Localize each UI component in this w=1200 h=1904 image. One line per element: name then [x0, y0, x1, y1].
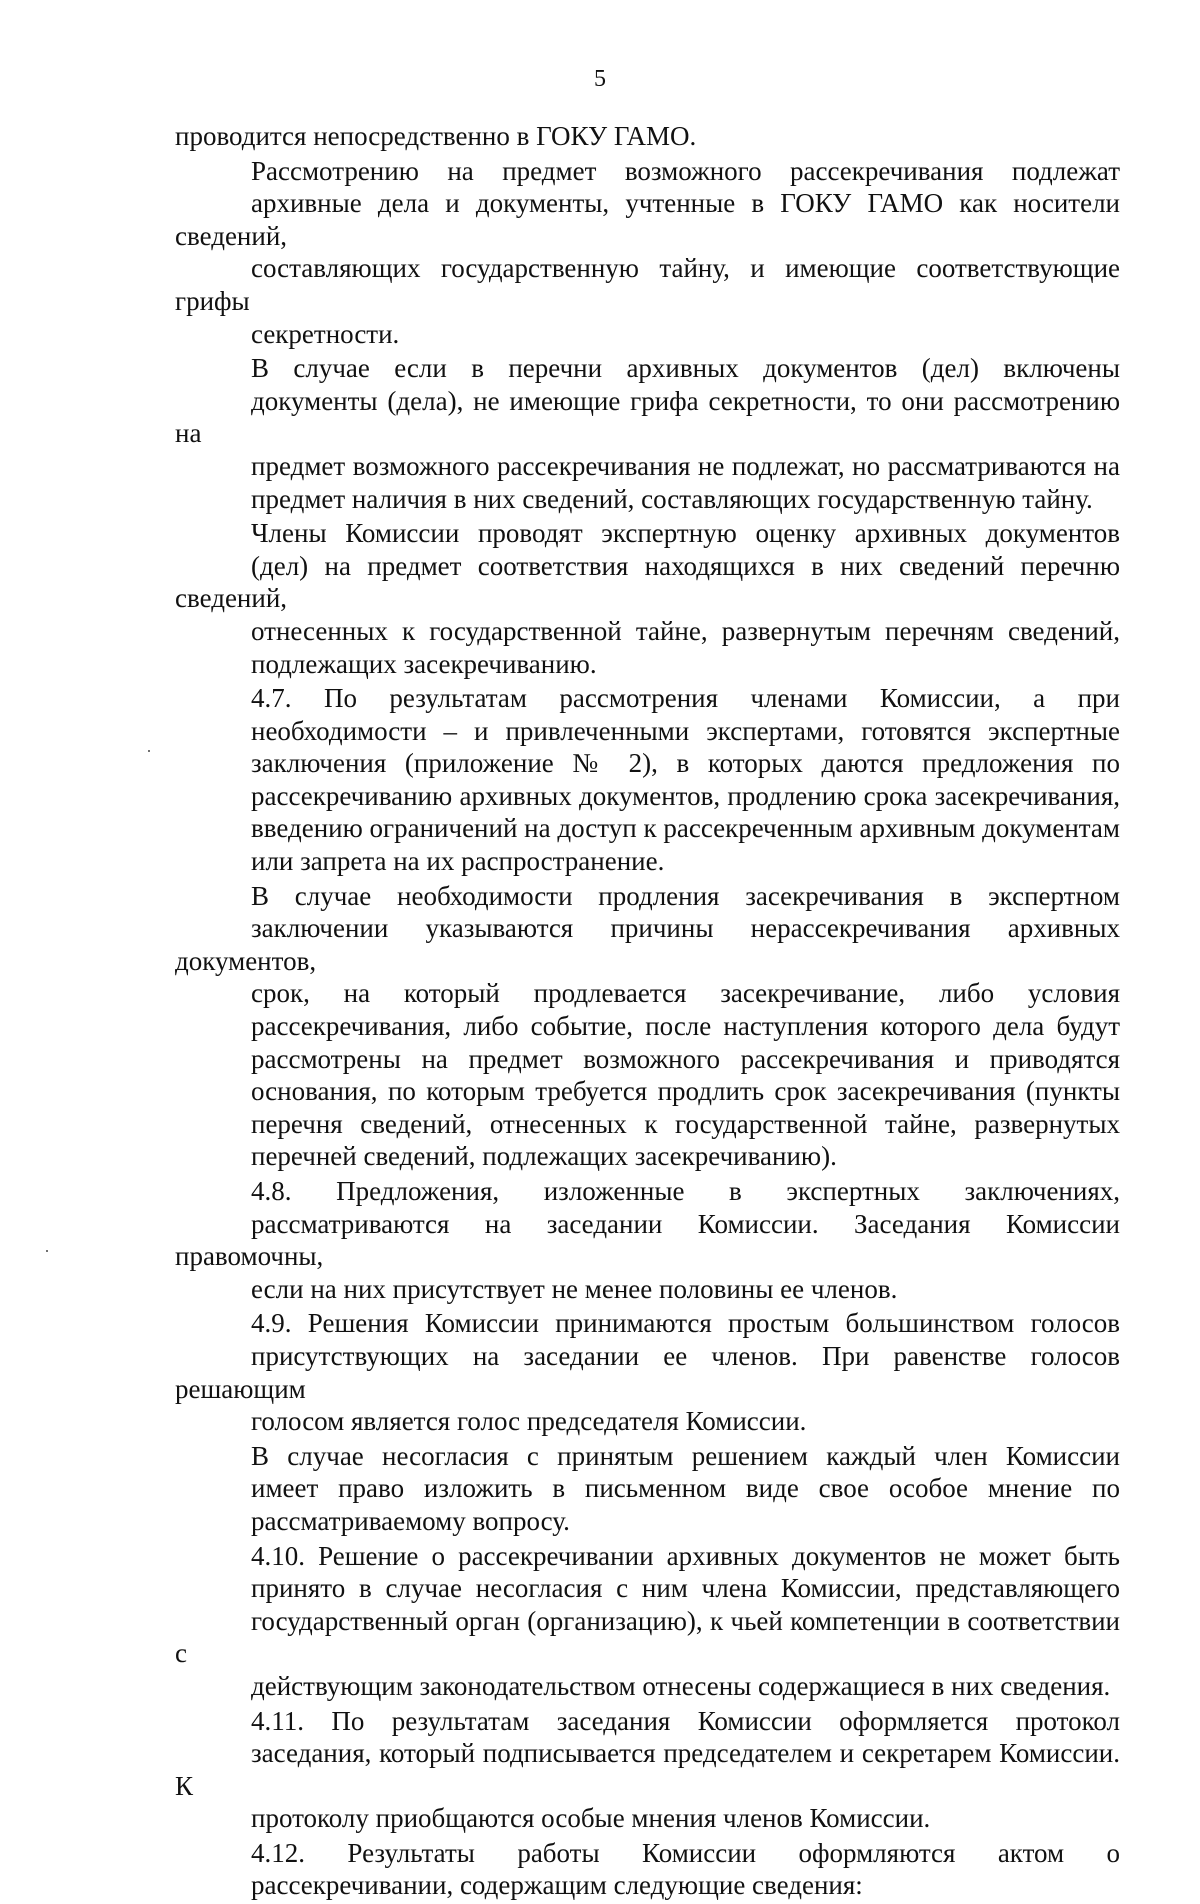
- text-line: Члены Комиссии проводят экспертную оценку архивных документов: [251, 518, 1120, 549]
- text-line: голосом является голос председателя Комиссии.: [251, 1406, 807, 1437]
- page-number: 5: [594, 66, 606, 92]
- paragraph: [175, 120, 1120, 153]
- text-line: принято в случае несогласия с ним члена Комиссии, представляющего: [251, 1573, 1120, 1604]
- text-line: документы (дела), не имеющие грифа секретности, то они рассмотрению на: [175, 385, 1120, 449]
- text-line: необходимости – и привлеченными экспертами, готовятся экспертные: [251, 715, 1120, 746]
- text-line: архивные дела и документы, учтенные в ГОКУ ГАМО как носители сведений,: [175, 188, 1120, 251]
- paragraph: [175, 517, 1120, 680]
- text-line: имеет право изложить в письменном виде свое особое мнение по: [251, 1473, 1120, 1504]
- paragraph: [175, 155, 1120, 351]
- paragraph: [175, 1837, 1120, 1902]
- text-line: если на них присутствует не менее половины ее членов.: [251, 1273, 898, 1304]
- text-line: присутствующих на заседании ее членов. При равенстве голосов решающим: [175, 1340, 1120, 1404]
- text-line: (дел) на предмет соответствия находящихся в них сведений перечню сведений,: [175, 550, 1120, 614]
- text-line: перечня сведений, отнесенных к государственной тайне, развернутых: [251, 1108, 1120, 1139]
- paragraph: [175, 1175, 1120, 1305]
- text-line: предмет возможного рассекречивания не подлежат, но рассматриваются на: [251, 450, 1120, 481]
- text-line: действующим законодательством отнесены содержащиеся в них сведения.: [251, 1670, 1111, 1701]
- paragraph: [175, 1307, 1120, 1437]
- text-line: рассекречиванию архивных документов, продлению срока засекречивания,: [251, 780, 1120, 811]
- text-line: 4.7. По результатам рассмотрения членами Комиссии, а при: [251, 683, 1120, 714]
- paragraph: [175, 1540, 1120, 1703]
- text-line: В случае несогласия с принятым решением каждый член Комиссии: [251, 1440, 1120, 1471]
- scan-speck: [46, 1250, 48, 1252]
- text-line: перечней сведений, подлежащих засекречиванию).: [251, 1141, 837, 1172]
- document-body: [175, 120, 1120, 1904]
- text-line: 4.10. Решение о рассекречивании архивных документов не может быть: [251, 1540, 1120, 1571]
- text-line: В случае если в перечни архивных документов (дел) включены: [251, 353, 1120, 384]
- text-line: составляющих государственную тайну, и имеющие соответствующие грифы: [175, 253, 1120, 316]
- text-line: государственный орган (организацию), к чьей компетенции в соответствии с: [175, 1605, 1120, 1669]
- text-line: основания, по которым требуется продлить срок засекречивания (пункты: [251, 1076, 1120, 1107]
- paragraph: [175, 1440, 1120, 1538]
- paragraph: [175, 352, 1120, 515]
- text-line: 4.8. Предложения, изложенные в экспертных заключениях,: [251, 1176, 1120, 1206]
- text-line: В случае необходимости продления засекречивания в экспертном: [251, 880, 1120, 911]
- text-line: проводится непосредственно в ГОКУ ГАМО.: [175, 121, 697, 151]
- text-line: 4.9. Решения Комиссии принимаются простым большинством голосов: [251, 1308, 1120, 1339]
- text-line: Рассмотрению на предмет возможного рассекречивания подлежат: [251, 155, 1120, 186]
- text-line: заключения (приложение № 2), в которых даются предложения по: [251, 748, 1120, 779]
- text-line: предмет наличия в них сведений, составляющих государственную тайну.: [251, 483, 1093, 514]
- text-line: протоколу приобщаются особые мнения членов Комиссии.: [251, 1803, 931, 1834]
- text-line: секретности.: [251, 318, 400, 349]
- text-line: заключении указываются причины нерассекречивания архивных документов,: [175, 913, 1120, 976]
- text-line: или запрета на их распространение.: [251, 846, 665, 877]
- text-line: рассматриваемому вопросу.: [251, 1505, 570, 1536]
- text-line: срок, на который продлевается засекречивание, либо условия: [251, 978, 1120, 1009]
- text-line: подлежащих засекречиванию.: [251, 648, 597, 679]
- text-line: заседания, который подписывается председателем и секретарем Комиссии. К: [175, 1738, 1120, 1801]
- text-line: рассекречивания, либо событие, после наступления которого дела будут: [251, 1011, 1120, 1042]
- text-line: рассматриваются на заседании Комиссии. Заседания Комиссии правомочны,: [175, 1208, 1120, 1272]
- scan-speck: [148, 750, 150, 752]
- paragraph: [175, 682, 1120, 878]
- paragraph: [175, 1705, 1120, 1835]
- paragraph: [175, 880, 1120, 1173]
- text-line: введению ограничений на доступ к рассекреченным архивным документам: [251, 813, 1120, 844]
- text-line: 4.11. По результатам заседания Комиссии оформляется протокол: [251, 1705, 1120, 1736]
- text-line: рассмотрены на предмет возможного рассекречивания и приводятся: [251, 1043, 1120, 1074]
- text-line: 4.12. Результаты работы Комиссии оформляются актом о: [251, 1837, 1120, 1868]
- text-line: отнесенных к государственной тайне, развернутым перечням сведений,: [251, 615, 1120, 646]
- text-line: рассекречивании, содержащим следующие сведения:: [251, 1870, 863, 1901]
